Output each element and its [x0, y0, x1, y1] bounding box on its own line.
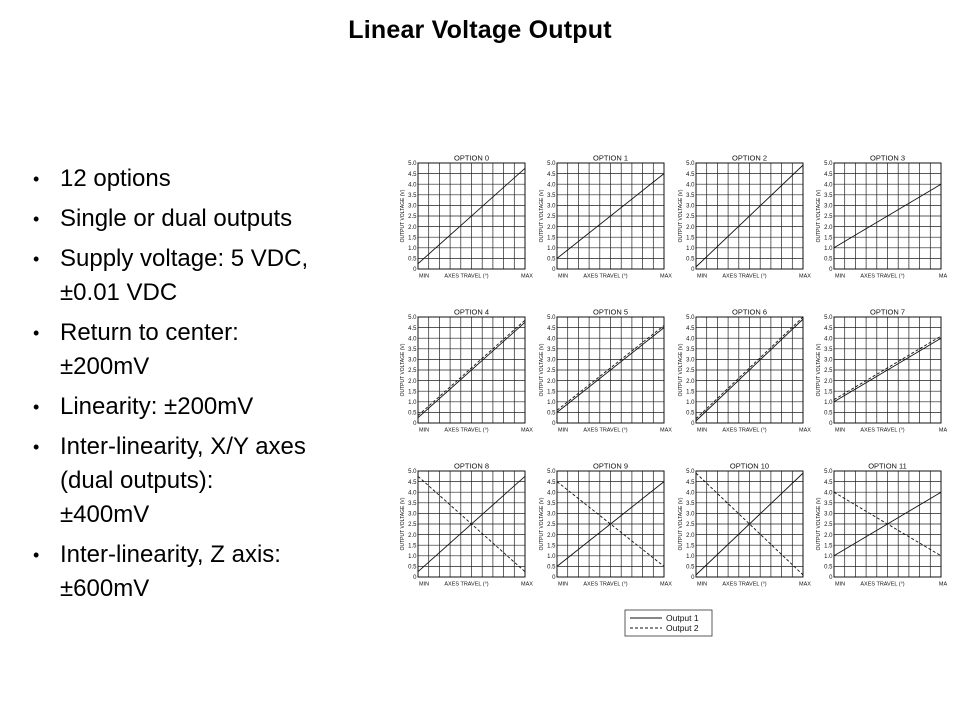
x-tick-label: MAX: [799, 273, 811, 280]
bullet-text: ±400mV: [60, 501, 150, 528]
x-tick-label: MIN: [418, 273, 430, 280]
bullet-text: • Single or dual outputs: [60, 205, 293, 232]
y-tick-label: 4.0: [824, 182, 833, 189]
y-tick-label: 1.0: [408, 246, 417, 252]
y-axis-label: OUTPUT VOLTAGE (V): [400, 343, 406, 397]
y-tick-label: 1.0: [547, 246, 556, 252]
y-axis-label: OUTPUT VOLTAGE (V): [539, 189, 545, 243]
x-axis-label: AXES TRAVEL (°): [444, 273, 489, 280]
y-tick-label: 0: [552, 267, 556, 274]
x-tick-label: MAX: [521, 273, 533, 280]
legend-label: Output 1: [666, 613, 699, 623]
bullet-text: ±200mV: [60, 353, 150, 380]
bullet-text: • Return to center:: [60, 319, 239, 346]
y-tick-label: 2.0: [547, 378, 556, 385]
y-tick-label: 4.5: [686, 479, 695, 486]
chart-option-5: [539, 308, 672, 434]
y-axis-label: OUTPUT VOLTAGE (V): [816, 497, 822, 551]
y-tick-label: 4.0: [408, 336, 417, 343]
x-tick-label: MAX: [521, 581, 533, 588]
y-tick-label: 1.5: [686, 235, 695, 242]
y-tick-label: 4.0: [547, 490, 556, 497]
bullet-text: (dual outputs):: [60, 467, 214, 494]
y-axis-label: OUTPUT VOLTAGE (V): [678, 497, 684, 551]
y-axis-label: OUTPUT VOLTAGE (V): [816, 343, 822, 397]
chart-option-7: [816, 308, 947, 434]
y-tick-label: 5.0: [547, 469, 556, 476]
x-tick-label: MIN: [696, 273, 708, 280]
chart-option-10: [678, 462, 811, 588]
y-tick-label: 0.5: [686, 564, 695, 571]
y-tick-label: 0.5: [547, 564, 556, 571]
y-tick-label: 3.5: [686, 347, 695, 353]
chart-option-9: [539, 462, 672, 588]
chart-title: OPTION 7: [869, 307, 906, 317]
y-tick-label: 1.5: [408, 235, 417, 242]
y-tick-label: 3.5: [547, 501, 556, 507]
y-tick-label: 0: [691, 267, 695, 274]
y-tick-label: 1.5: [547, 389, 556, 396]
y-tick-label: 1.5: [686, 543, 695, 550]
y-tick-label: 1.0: [408, 400, 417, 406]
y-tick-label: 3.0: [547, 357, 556, 364]
y-tick-label: 2.5: [408, 522, 417, 529]
chart-option-3: [816, 154, 947, 280]
y-tick-label: 1.0: [824, 554, 833, 560]
y-tick-label: 1.5: [686, 389, 695, 396]
y-tick-label: 0: [829, 421, 833, 428]
y-tick-label: 0: [413, 421, 417, 428]
chart-title: OPTION 2: [731, 153, 768, 163]
y-tick-label: 0.5: [408, 256, 417, 263]
chart-title: OPTION 3: [869, 153, 906, 163]
x-tick-label: MIN: [696, 427, 708, 434]
y-tick-label: 2.5: [686, 368, 695, 375]
y-axis-label: OUTPUT VOLTAGE (V): [539, 343, 545, 397]
x-tick-label: MIN: [557, 581, 569, 588]
x-axis-label: AXES TRAVEL (°): [722, 581, 767, 588]
y-tick-label: 4.0: [824, 336, 833, 343]
y-tick-label: 1.5: [408, 543, 417, 550]
y-tick-label: 1.5: [824, 235, 833, 242]
y-tick-label: 3.0: [408, 511, 417, 518]
y-tick-label: 5.0: [408, 315, 417, 322]
x-tick-label: MAX: [660, 273, 672, 280]
y-tick-label: 3.5: [408, 347, 417, 353]
y-tick-label: 3.5: [408, 193, 417, 199]
y-tick-label: 5.0: [686, 315, 695, 322]
y-tick-label: 2.0: [408, 532, 417, 539]
y-tick-label: 0: [552, 421, 556, 428]
y-tick-label: 4.5: [408, 171, 417, 178]
y-axis-label: OUTPUT VOLTAGE (V): [678, 343, 684, 397]
x-tick-label: MIN: [696, 581, 708, 588]
y-tick-label: 4.0: [686, 490, 695, 497]
y-tick-label: 2.5: [547, 522, 556, 529]
chart-option-1: [539, 154, 672, 280]
y-tick-label: 0.5: [824, 564, 833, 571]
y-tick-label: 3.0: [824, 203, 833, 210]
y-tick-label: 5.0: [824, 315, 833, 322]
y-tick-label: 2.5: [547, 214, 556, 221]
y-tick-label: 3.0: [547, 203, 556, 210]
chart-title: OPTION 9: [592, 461, 629, 471]
chart-title: OPTION 10: [729, 461, 770, 471]
y-tick-label: 2.5: [547, 368, 556, 375]
y-tick-label: 1.5: [547, 235, 556, 242]
x-tick-label: MA: [938, 427, 948, 434]
legend-label: Output 2: [666, 623, 699, 633]
chart-legend: [625, 610, 712, 636]
x-axis-label: AXES TRAVEL (°): [583, 427, 628, 434]
y-tick-label: 4.5: [547, 479, 556, 486]
x-tick-label: MAX: [660, 581, 672, 588]
y-tick-label: 0: [691, 575, 695, 582]
y-tick-label: 0: [691, 421, 695, 428]
y-tick-label: 0.5: [547, 410, 556, 417]
y-tick-label: 0: [413, 575, 417, 582]
y-tick-label: 1.0: [686, 246, 695, 252]
x-tick-label: MIN: [834, 427, 846, 434]
x-axis-label: AXES TRAVEL (°): [860, 581, 905, 588]
y-tick-label: 1.5: [547, 543, 556, 550]
y-tick-label: 5.0: [408, 469, 417, 476]
bullet-text: ±0.01 VDC: [60, 279, 178, 306]
x-tick-label: MAX: [799, 581, 811, 588]
y-tick-label: 3.5: [686, 193, 695, 199]
y-tick-label: 4.0: [408, 490, 417, 497]
bullet-text: ±600mV: [60, 575, 150, 602]
y-tick-label: 2.5: [408, 368, 417, 375]
y-tick-label: 4.5: [408, 325, 417, 332]
x-axis-label: AXES TRAVEL (°): [583, 581, 628, 588]
bullet-text: • 12 options: [60, 165, 171, 192]
x-axis-label: AXES TRAVEL (°): [860, 273, 905, 280]
x-tick-label: MIN: [418, 581, 430, 588]
y-tick-label: 4.5: [547, 171, 556, 178]
y-tick-label: 0: [829, 575, 833, 582]
y-tick-label: 3.5: [686, 501, 695, 507]
y-tick-label: 4.5: [686, 325, 695, 332]
bullet-text: • Supply voltage: 5 VDC,: [60, 245, 309, 272]
y-tick-label: 5.0: [686, 161, 695, 168]
x-tick-label: MIN: [557, 427, 569, 434]
bullet-text: • Linearity: ±200mV: [60, 393, 254, 420]
y-tick-label: 2.5: [824, 368, 833, 375]
y-tick-label: 5.0: [824, 161, 833, 168]
chart-title: OPTION 1: [592, 153, 629, 163]
y-tick-label: 1.0: [824, 246, 833, 252]
y-tick-label: 0.5: [824, 256, 833, 263]
y-tick-label: 2.0: [408, 224, 417, 231]
y-tick-label: 3.5: [547, 347, 556, 353]
y-tick-label: 2.5: [824, 214, 833, 221]
y-tick-label: 2.0: [547, 224, 556, 231]
y-tick-label: 3.5: [824, 501, 833, 507]
y-tick-label: 1.5: [824, 389, 833, 396]
y-tick-label: 1.5: [824, 543, 833, 550]
y-tick-label: 1.0: [547, 400, 556, 406]
x-axis-label: AXES TRAVEL (°): [583, 273, 628, 280]
x-tick-label: MIN: [418, 427, 430, 434]
y-tick-label: 4.5: [408, 479, 417, 486]
x-tick-label: MAX: [521, 427, 533, 434]
y-tick-label: 3.0: [547, 511, 556, 518]
y-tick-label: 2.0: [686, 378, 695, 385]
chart-option-2: [678, 154, 811, 280]
y-tick-label: 3.5: [547, 193, 556, 199]
y-tick-label: 2.5: [686, 522, 695, 529]
y-tick-label: 3.0: [686, 203, 695, 210]
y-axis-label: OUTPUT VOLTAGE (V): [539, 497, 545, 551]
y-tick-label: 4.0: [686, 182, 695, 189]
slide-title: Linear Voltage Output: [348, 16, 612, 44]
y-tick-label: 2.0: [824, 378, 833, 385]
y-tick-label: 0.5: [547, 256, 556, 263]
y-tick-label: 3.0: [408, 357, 417, 364]
y-tick-label: 3.5: [408, 501, 417, 507]
y-tick-label: 3.5: [824, 193, 833, 199]
y-tick-label: 2.0: [686, 224, 695, 231]
x-tick-label: MA: [938, 581, 948, 588]
x-tick-label: MA: [938, 273, 948, 280]
y-tick-label: 1.0: [408, 554, 417, 560]
x-tick-label: MAX: [660, 427, 672, 434]
y-tick-label: 2.0: [686, 532, 695, 539]
y-axis-label: OUTPUT VOLTAGE (V): [400, 497, 406, 551]
y-tick-label: 5.0: [547, 315, 556, 322]
chart-title: OPTION 4: [453, 307, 490, 317]
y-tick-label: 4.5: [824, 171, 833, 178]
y-tick-label: 3.0: [686, 357, 695, 364]
y-tick-label: 0.5: [408, 410, 417, 417]
y-tick-label: 4.5: [824, 325, 833, 332]
y-tick-label: 2.0: [824, 532, 833, 539]
y-tick-label: 5.0: [686, 469, 695, 476]
x-tick-label: MIN: [557, 273, 569, 280]
y-tick-label: 1.0: [686, 400, 695, 406]
y-tick-label: 0: [413, 267, 417, 274]
y-tick-label: 0: [829, 267, 833, 274]
y-tick-label: 2.5: [824, 522, 833, 529]
y-tick-label: 2.5: [686, 214, 695, 221]
y-tick-label: 0: [552, 575, 556, 582]
x-axis-label: AXES TRAVEL (°): [444, 427, 489, 434]
y-tick-label: 5.0: [547, 161, 556, 168]
y-tick-label: 0.5: [824, 410, 833, 417]
x-tick-label: MIN: [834, 273, 846, 280]
y-tick-label: 2.0: [824, 224, 833, 231]
y-tick-label: 3.0: [824, 357, 833, 364]
y-tick-label: 4.0: [408, 182, 417, 189]
x-tick-label: MAX: [799, 427, 811, 434]
y-axis-label: OUTPUT VOLTAGE (V): [678, 189, 684, 243]
y-tick-label: 4.5: [824, 479, 833, 486]
x-axis-label: AXES TRAVEL (°): [722, 427, 767, 434]
y-tick-label: 3.5: [824, 347, 833, 353]
x-axis-label: AXES TRAVEL (°): [860, 427, 905, 434]
y-tick-label: 1.0: [686, 554, 695, 560]
chart-title: OPTION 0: [453, 153, 490, 163]
x-axis-label: AXES TRAVEL (°): [444, 581, 489, 588]
chart-option-6: [678, 308, 811, 434]
chart-option-0: [400, 154, 533, 280]
y-tick-label: 0.5: [686, 410, 695, 417]
y-tick-label: 4.5: [686, 171, 695, 178]
y-tick-label: 1.0: [547, 554, 556, 560]
y-tick-label: 3.0: [824, 511, 833, 518]
x-axis-label: AXES TRAVEL (°): [722, 273, 767, 280]
x-tick-label: MIN: [834, 581, 846, 588]
y-tick-label: 0.5: [408, 564, 417, 571]
y-tick-label: 2.0: [547, 532, 556, 539]
bullet-text: • Inter-linearity, Z axis:: [60, 541, 281, 568]
y-tick-label: 4.0: [547, 182, 556, 189]
y-tick-label: 2.5: [408, 214, 417, 221]
y-tick-label: 3.0: [408, 203, 417, 210]
y-axis-label: OUTPUT VOLTAGE (V): [400, 189, 406, 243]
y-tick-label: 5.0: [824, 469, 833, 476]
chart-title: OPTION 11: [868, 461, 907, 471]
chart-option-4: [400, 308, 533, 434]
y-tick-label: 5.0: [408, 161, 417, 168]
chart-title: OPTION 6: [731, 307, 768, 317]
chart-title: OPTION 8: [453, 461, 490, 471]
y-tick-label: 3.0: [686, 511, 695, 518]
y-tick-label: 0.5: [686, 256, 695, 263]
y-tick-label: 4.5: [547, 325, 556, 332]
y-tick-label: 4.0: [686, 336, 695, 343]
y-tick-label: 4.0: [824, 490, 833, 497]
chart-option-11: [816, 462, 947, 588]
y-axis-label: OUTPUT VOLTAGE (V): [816, 189, 822, 243]
y-tick-label: 2.0: [408, 378, 417, 385]
y-tick-label: 1.0: [824, 400, 833, 406]
chart-title: OPTION 5: [592, 307, 629, 317]
y-tick-label: 1.5: [408, 389, 417, 396]
bullet-text: • Inter-linearity, X/Y axes: [60, 433, 306, 460]
chart-option-8: [400, 462, 533, 588]
y-tick-label: 4.0: [547, 336, 556, 343]
